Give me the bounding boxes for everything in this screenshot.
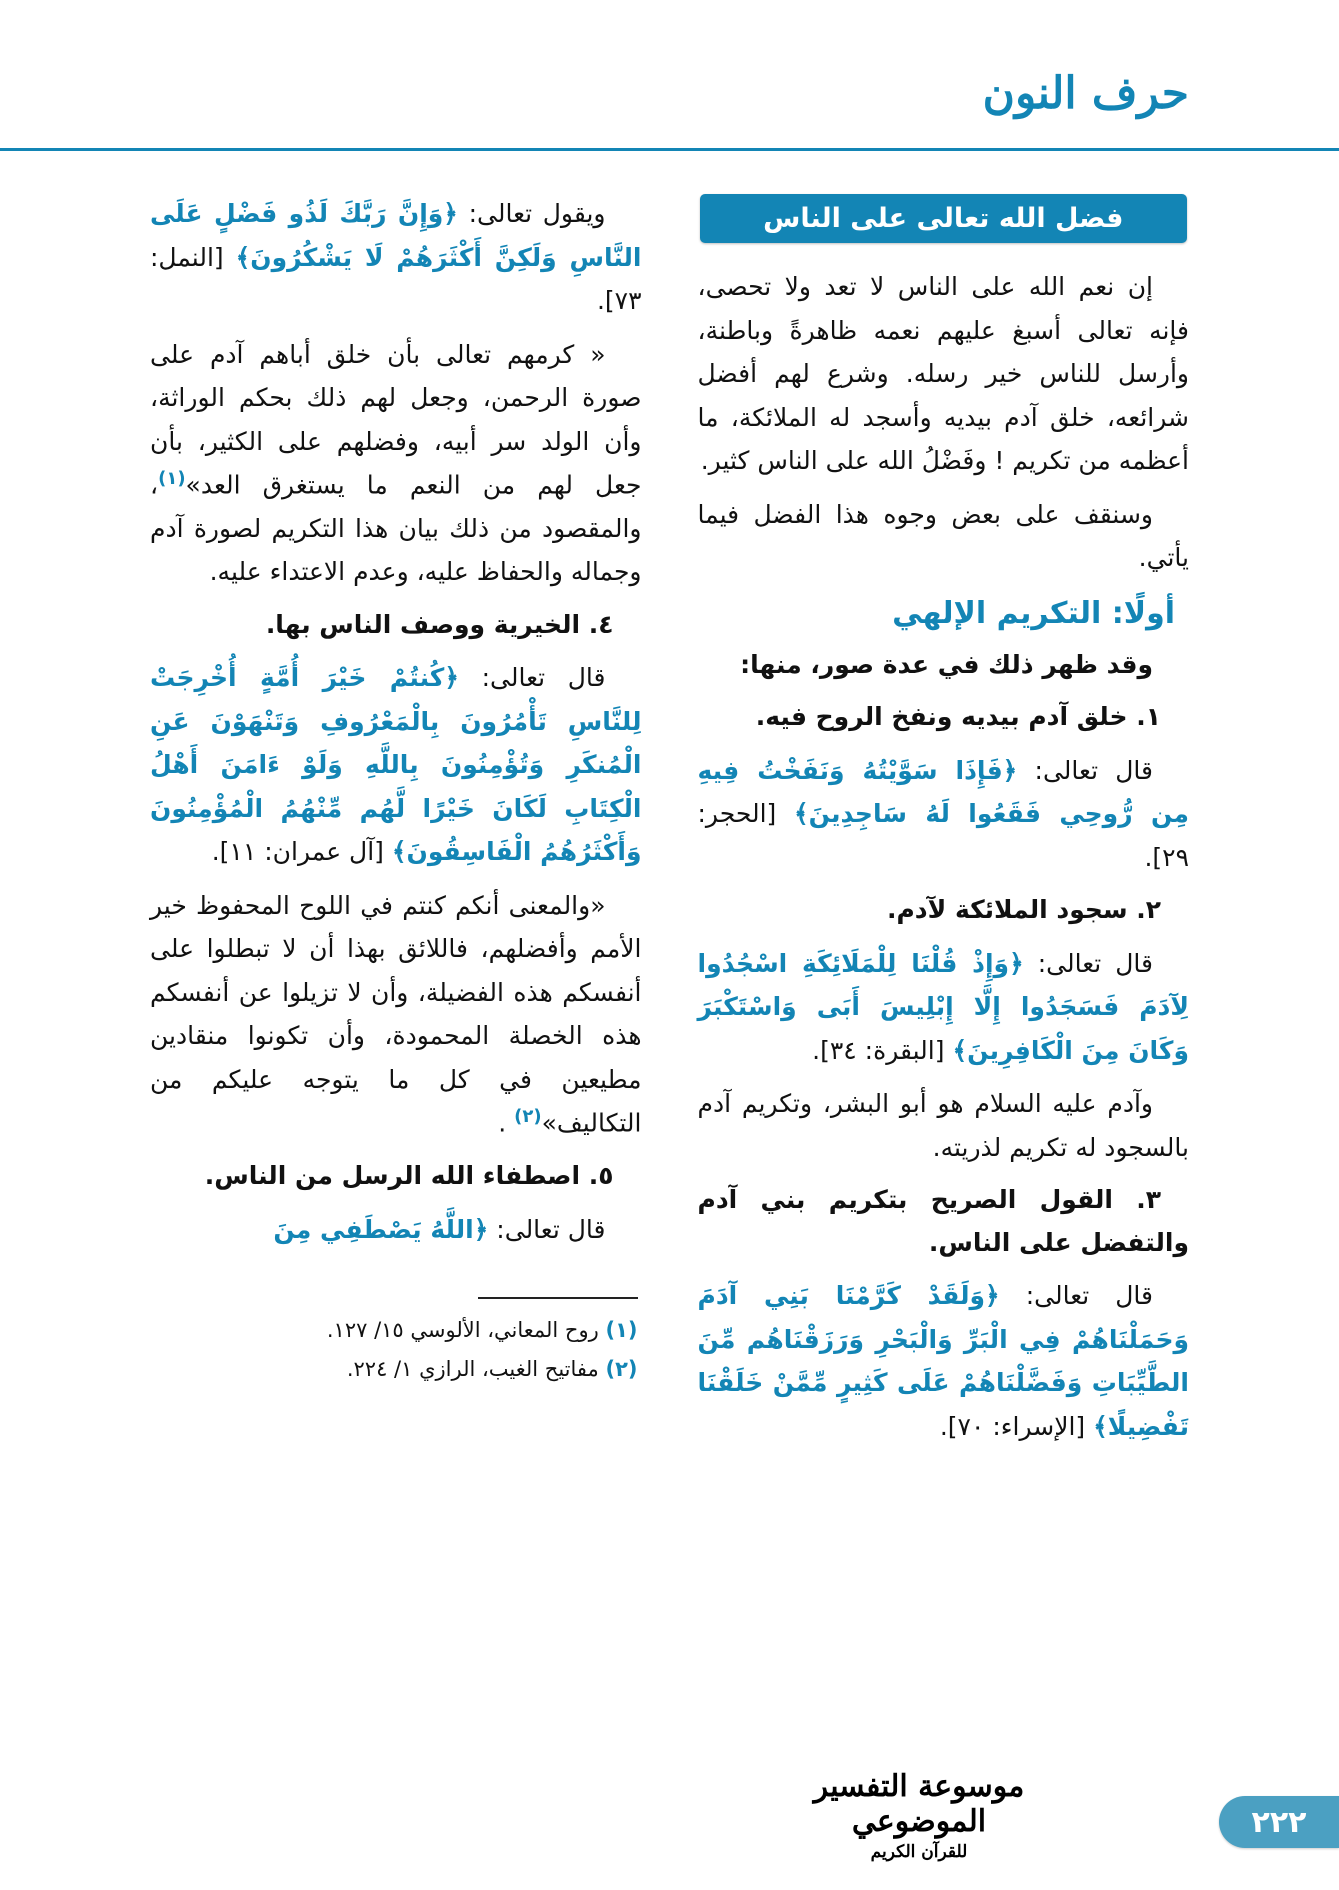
page-content xyxy=(150,192,1189,1730)
footnote-divider xyxy=(478,1297,638,1299)
verse-reference: [النمل: ٧٣]. xyxy=(150,242,642,315)
section-title-box: فضل الله تعالى على الناس xyxy=(700,194,1188,243)
quran-paragraph xyxy=(698,1274,1190,1448)
footnote-text: روح المعاني، الألوسي ١٥/ ١٢٧. xyxy=(326,1318,606,1343)
paragraph xyxy=(698,1082,1190,1169)
verse-reference: [الحجر: ٢٩]. xyxy=(697,799,1189,872)
page-number-badge: ٢٢٢ xyxy=(1219,1796,1339,1848)
publisher-logo xyxy=(749,1770,1089,1862)
quote-intro: قال تعالى: xyxy=(999,1281,1153,1310)
footnote-number: (١) xyxy=(605,1318,638,1343)
quran-verse: ﴿وَإِذْ قُلْنَا لِلْمَلَائِكَةِ اسْجُدُوا لِآدَمَ فَسَجَدُوا إِلَّا إِبْلِيسَ أَبَى وَاسْتَكْبَرَ وَكَانَ مِنَ الْكَافِرِينَ﴾ xyxy=(697,948,1189,1065)
quran-verse: ﴿وَإِنَّ رَبَّكَ لَذُو فَضْلٍ عَلَى النَّاسِ وَلَكِنَّ أَكْثَرَهُمْ لَا يَشْكُرُونَ﴾ xyxy=(150,199,642,272)
footnote-marker-2: (٢) xyxy=(514,1106,542,1128)
quran-verse: ﴿اللَّهُ يَصْطَفِي مِنَ xyxy=(273,1214,489,1244)
quran-paragraph xyxy=(698,749,1190,880)
paragraph xyxy=(698,265,1190,483)
paragraph-text: «والمعنى أنكم كنتم في اللوح المحفوظ خير الأمم وأفضلهم، فاللائق بهذا أن لا تبطلوا على أنفسكم هذه الفضيلة، وأن لا تزيلوا عن أنفسكم هذه الخصلة المحمودة، وأن تكونوا منقادين مطيعين في كل ما يتوجه عليكم من التكاليف» xyxy=(150,890,642,1138)
publisher-logo-subtitle: للقرآن الكريم xyxy=(870,1842,968,1862)
quran-paragraph xyxy=(150,1208,642,1252)
quote-intro: ويقول تعالى: xyxy=(457,199,606,228)
paragraph xyxy=(698,643,1190,687)
verse-reference: [البقرة: ٣٤]. xyxy=(812,1035,945,1065)
quran-paragraph xyxy=(150,192,642,323)
paragraph-text: وقد ظهر ذلك في عدة صور، منها: xyxy=(740,649,1153,679)
paragraph-text: وسنقف على بعض وجوه هذا الفضل فيما يأتي. xyxy=(697,499,1189,572)
publisher-logo-title: موسوعة التفسير الموضوعي xyxy=(813,1769,1025,1839)
paragraph-text: ، والمقصود من ذلك بيان هذا التكريم لصورة آدم وجماله والحفاظ عليه، وعدم الاعتداء عليه. xyxy=(150,470,642,587)
header-divider xyxy=(0,148,1339,151)
quran-verse: ﴿فَإِذَا سَوَّيْتُهُ وَنَفَخْتُ فِيهِ مِن رُّوحِي فَقَعُوا لَهُ سَاجِدِينَ﴾ xyxy=(697,755,1189,828)
quote-intro: قال تعالى: xyxy=(1023,948,1153,978)
verse-reference: [آل عمران: ١١]. xyxy=(211,837,384,867)
paragraph-text: . xyxy=(498,1108,515,1138)
paragraph-text: وآدم عليه السلام هو أبو البشر، وتكريم آدم بالسجود له تكريم لذريته. xyxy=(697,1089,1189,1162)
paragraph xyxy=(698,493,1190,580)
numbered-heading-5: ٥. اصطفاء الله الرسل من الناس. xyxy=(204,1161,614,1191)
footnotes-block xyxy=(150,1297,642,1389)
right-column xyxy=(698,192,1190,1458)
commentary-paragraph xyxy=(150,884,642,1145)
subheading-divine-honoring: أولًا: التكريم الإلهي xyxy=(892,595,1175,631)
paragraph-text: إن نعم الله على الناس لا تعد ولا تحصى، فإنه تعالى أسبغ عليهم نعمه ظاهرةً وباطنة، وأرسل للناس خير رسله. وشرع لهم أفضل شرائعه، خلق آدم بيديه وأسجد له الملائكة، ما أعظمه من تكريم ! وفَضْلُ الله على الناس كثير. xyxy=(697,272,1189,475)
numbered-heading-2: ٢. سجود الملائكة لآدم. xyxy=(886,895,1161,924)
numbered-heading-3: ٣. القول الصريح بتكريم بني آدم والتفضل على الناس. xyxy=(697,1185,1189,1257)
footnote-marker-1: (١) xyxy=(158,468,186,489)
quote-intro: قال تعالى: xyxy=(488,1214,606,1244)
verse-reference: [الإسراء: ٧٠]. xyxy=(939,1411,1086,1441)
footnote-1 xyxy=(150,1311,642,1350)
numbered-heading-1: ١. خلق آدم بيديه ونفخ الروح فيه. xyxy=(755,702,1161,731)
quran-paragraph xyxy=(150,656,642,874)
commentary-paragraph xyxy=(150,333,642,594)
quote-intro: قال تعالى: xyxy=(1017,755,1153,785)
quran-verse: ﴿كُنتُمْ خَيْرَ أُمَّةٍ أُخْرِجَتْ لِلنَّاسِ تَأْمُرُونَ بِالْمَعْرُوفِ وَتَنْهَوْنَ عَنِ الْمُنكَرِ وَتُؤْمِنُونَ بِاللَّهِ وَلَوْ ءَامَنَ أَهْلُ الْكِتَابِ لَكَانَ خَيْرًا لَّهُم مِّنْهُمُ الْمُؤْمِنُونَ وَأَكْثَرُهُمُ الْفَاسِقُونَ﴾ xyxy=(150,663,642,867)
numbered-heading-4: ٤. الخيرية ووصف الناس بها. xyxy=(265,609,614,639)
quote-intro: قال تعالى: xyxy=(458,663,606,693)
quran-verse: ﴿وَلَقَدْ كَرَّمْنَا بَنِي آدَمَ وَحَمَلْنَاهُمْ فِي الْبَرِّ وَالْبَحْرِ وَرَزَقْنَاهُم مِّنَ الطَّيِّبَاتِ وَفَضَّلْنَاهُمْ عَلَى كَثِيرٍ مِّمَّنْ خَلَقْنَا تَفْضِيلًا﴾ xyxy=(697,1281,1189,1441)
footnote-text: مفاتيح الغيب، الرازي ١/ ٢٢٤. xyxy=(346,1357,606,1381)
left-column xyxy=(150,192,642,1389)
footnote-number: (٢) xyxy=(605,1357,638,1381)
quran-paragraph xyxy=(698,942,1190,1073)
footnote-2 xyxy=(150,1350,642,1389)
paragraph-text: « كرمهم تعالى بأن خلق أباهم آدم على صورة الرحمن، وجعل لهم ذلك بحكم الوراثة، وأن الولد سر أبيه، وفضلهم على الكثير، بأن جعل لهم من النعم ما يستغرق العد» xyxy=(150,339,642,500)
chapter-title: حرف النون xyxy=(982,68,1189,119)
